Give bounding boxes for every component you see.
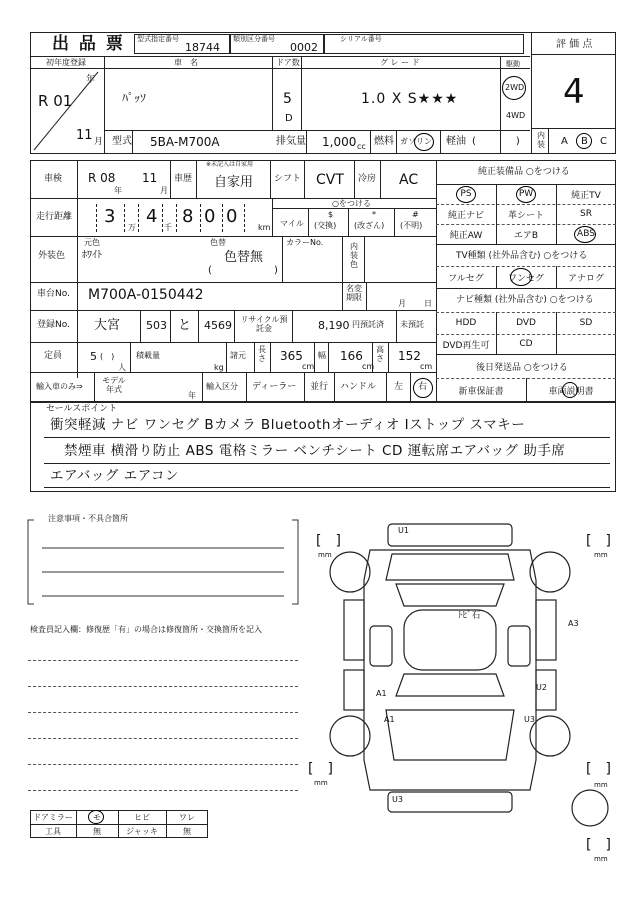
row1-header-line (30, 68, 530, 69)
equip-leather: 革シート (507, 210, 544, 221)
v-line (372, 342, 373, 372)
v-line (348, 208, 349, 236)
dvd-label: DVD再生可 (442, 340, 490, 351)
v-line (386, 372, 387, 402)
fuel-circle (414, 133, 434, 151)
v-line (140, 310, 141, 342)
drive-2wd: 2WD (505, 83, 525, 92)
first-reg-year-unit: 年 (86, 75, 96, 85)
mm-mid-right: mm (594, 781, 608, 789)
v-line (556, 312, 557, 354)
equip-pw: PW (518, 189, 534, 199)
v-line (496, 266, 497, 288)
v-line (272, 56, 273, 130)
first-reg-month-unit: 月 (94, 137, 104, 147)
tv-oneseg: ワンセグ (507, 273, 544, 284)
model-code-label: 型式指定番号 (137, 35, 179, 43)
width-unit: cm (362, 362, 375, 371)
label-col-divider (77, 160, 78, 378)
registration-office: 大宮 (94, 318, 121, 333)
mileage-u2: 千 (164, 223, 172, 232)
h-line (436, 288, 616, 289)
inspection-era: R 08 (88, 171, 116, 185)
mileage-label: 走行距離 (36, 212, 73, 222)
diagram-mark-tobiishi: ﾄﾋﾞ石 (458, 611, 481, 621)
mileage-d5: 0 (226, 206, 238, 227)
v-line (272, 198, 273, 236)
inspector-line-2 (28, 686, 298, 687)
cd-label: CD (519, 339, 533, 349)
equip-ps-circle (456, 186, 476, 203)
h-line (30, 236, 436, 237)
v-line (301, 56, 302, 130)
load-kg: kg (214, 363, 224, 372)
v-line (308, 208, 309, 236)
mm-mid-left: mm (314, 779, 328, 787)
length-value: 365 (280, 349, 303, 363)
car-diagram (300, 510, 620, 830)
class-code-label: 類別区分番号 (233, 35, 275, 43)
color-no-label: カラーNo. (286, 238, 324, 247)
h-line (30, 282, 436, 283)
v-line (354, 160, 355, 198)
length-label: 長さ (258, 345, 266, 363)
original-color-label: 元色 (84, 238, 100, 247)
v-line (244, 204, 245, 232)
mm-top-left: mm (318, 551, 332, 559)
jack-label: ジャッキ (126, 826, 158, 836)
mileage-d2: 4 (146, 206, 158, 227)
v-line (138, 204, 139, 232)
v-line (170, 310, 171, 342)
break-label: ワレ (179, 812, 195, 822)
equip-abs: ABS (577, 229, 595, 239)
displacement-label: 排気量 (276, 136, 306, 147)
v-line (306, 130, 307, 154)
shift-label: シフト (274, 174, 302, 184)
dims-label: 諸元 (230, 351, 246, 360)
exchange-symbol: $ (328, 210, 334, 219)
doors-label: ドア数 (276, 58, 300, 67)
v-line (304, 160, 305, 198)
v-line (104, 56, 105, 154)
sales-line-1: 衝突軽減 ナビ ワンセグ Bカメラ Bluetoothオーディオ Iストップ スマキー (50, 417, 526, 433)
name-change-day: 日 (424, 299, 432, 308)
registration-number: 4569 (204, 319, 232, 332)
repaint-value: 色替無 (224, 250, 264, 265)
displacement: 1,000 (322, 135, 357, 149)
original-color: ﾎﾜｲﾄ (82, 250, 102, 261)
repaint-paren-close: ) (274, 265, 278, 276)
registration-label: 登録No. (37, 320, 70, 330)
bracket-top-right: [ ] (586, 533, 611, 549)
mile-label: マイル (280, 219, 304, 228)
drive-4wd: 4WD (506, 111, 526, 120)
tool-value: 無 (93, 826, 101, 836)
equipment-title: 純正装備品 ○をつける (478, 167, 570, 177)
grade-value: 1.0 X S★★★ (361, 91, 459, 107)
exchange-label: (交換) (314, 221, 337, 230)
altered-label: (改ざん) (354, 221, 385, 230)
v-line (234, 310, 235, 342)
v-line (200, 204, 201, 232)
h-line (272, 208, 436, 209)
model-year-label: モデル年式 (102, 376, 126, 395)
navi-hdd: HDD (455, 318, 477, 328)
v-line (196, 160, 197, 198)
v-line (396, 310, 397, 342)
diagram-mark-u1: U1 (398, 526, 409, 535)
v-line (548, 128, 549, 154)
type-label: 型式 (112, 136, 132, 147)
handle-right: 右 (418, 382, 428, 392)
diagram-mark-u2: U2 (536, 683, 547, 692)
recycle-label: リサイクル預託金 (240, 315, 288, 333)
interior-b: B (581, 136, 588, 147)
mileage-u1: 万 (128, 223, 136, 232)
v-line (314, 342, 315, 372)
door-type: D (285, 113, 293, 124)
interior-label: 内装 (537, 131, 545, 149)
grade-label: グ レ ー ド (380, 58, 420, 67)
load-label: 積載量 (136, 351, 160, 360)
v-line (254, 342, 255, 372)
sales-rule-2 (44, 463, 610, 464)
history-value: 自家用 (214, 175, 254, 190)
diagram-mark-u3-a: U3 (524, 715, 535, 724)
fuel-value: ガソリン (400, 137, 432, 146)
v-line (556, 266, 557, 288)
inspector-line-6 (28, 790, 298, 791)
diagram-mark-a1-b: A1 (384, 715, 395, 724)
unknown-symbol: # (412, 210, 419, 219)
interior-top (531, 128, 616, 129)
inspector-line-4 (28, 738, 298, 739)
v-line (162, 204, 163, 232)
length-unit: cm (302, 362, 315, 371)
v-line (176, 204, 177, 232)
inspector-line-3 (28, 712, 298, 713)
import-label: 輸入車のみ⇒ (36, 382, 83, 391)
tv-oneseg-circle (510, 268, 532, 286)
v-line (440, 130, 441, 154)
manual-circle (562, 382, 578, 398)
inspector-line-5 (28, 764, 298, 765)
equip-tv: 純正TV (571, 190, 601, 201)
handle-label: ハンドル (340, 382, 377, 392)
mileage-attach-label: ○をつける (332, 199, 371, 208)
equip-navi: 純正ナビ (447, 210, 484, 221)
height-unit: cm (420, 362, 433, 371)
v-line (364, 236, 365, 282)
caution-label: 注意事項・不具合箇所 (48, 514, 128, 523)
diesel-label: 軽油 (446, 136, 466, 147)
bracket-bottom-right: [ ] (586, 837, 611, 853)
type-value: 5BA-M700A (150, 135, 220, 149)
interior-c: C (600, 136, 607, 147)
interior-color-label: 内装色 (350, 242, 358, 270)
v-line (380, 160, 381, 198)
h-line (30, 372, 436, 373)
sales-rule-1 (44, 437, 610, 438)
sales-line-3: エアバッグ エアコン (50, 468, 180, 484)
v-line (246, 372, 247, 402)
doors-count: 5 (283, 91, 292, 107)
tv-fullseg: フルセグ (448, 273, 484, 284)
car-name-label: 車 名 (174, 58, 198, 67)
v-line (394, 208, 395, 236)
recycle-paid: 円預託済 (352, 320, 384, 329)
equip-ps: PS (460, 189, 472, 199)
registration-kana: と (178, 318, 192, 333)
tv-analog: アナログ (567, 273, 604, 284)
equip-aw: 純正AW (449, 230, 483, 241)
sales-label: セールスポイント (46, 404, 118, 414)
v-line (96, 204, 97, 232)
repaint-label: 色替 (210, 238, 226, 247)
v-line (496, 184, 497, 244)
inspection-month-unit: 月 (160, 186, 168, 195)
capacity-value: 5 (90, 350, 97, 363)
inspection-label: 車検 (44, 174, 63, 184)
v-line (396, 130, 397, 154)
v-line (282, 236, 283, 282)
name-change-month: 月 (398, 299, 406, 308)
diesel-paren: ( ) (472, 136, 520, 147)
mirror-value: モ (93, 812, 101, 822)
capacity-person-unit: 人 (118, 363, 126, 372)
navi-dvd: DVD (516, 318, 536, 328)
capacity-paren: ( ) (100, 352, 115, 361)
v-line (342, 236, 343, 282)
rating-divider (531, 32, 532, 154)
import-dealer: ディーラー (252, 382, 297, 392)
warranty: 新車保証書 (458, 386, 504, 397)
chassis-value: M700A-0150442 (88, 287, 204, 303)
equip-airbag: エアB (513, 230, 539, 241)
first-reg-label: 初年度登録 (46, 58, 86, 67)
navi-sd: SD (579, 318, 593, 328)
inspection-year-unit: 年 (114, 186, 122, 195)
h-line (436, 354, 616, 355)
v-line (124, 204, 125, 232)
chassis-label: 車台No. (37, 289, 70, 299)
bracket-top-left: [ ] (316, 533, 341, 549)
v-line (292, 310, 293, 342)
v-line (328, 342, 329, 372)
v-line (410, 372, 411, 402)
caution-bracket (26, 514, 300, 608)
mileage-d3: 8 (182, 206, 194, 227)
navi-title: ナビ種類 (社外品含む) ○をつける (456, 295, 594, 305)
diagram-mark-a3: A3 (568, 619, 579, 628)
unknown-label: (不明) (400, 221, 423, 230)
v-line (132, 130, 133, 154)
mileage-d1: 3 (104, 206, 116, 227)
v-line (170, 160, 171, 198)
repaint-paren-open: ( (208, 265, 212, 276)
mileage-d4: 0 (204, 206, 216, 227)
h-line (30, 198, 436, 199)
h-line (30, 310, 436, 311)
mm-top-right: mm (594, 551, 608, 559)
crack-label: ヒビ (134, 812, 150, 822)
h-line (30, 342, 436, 343)
inspector-label: 検査員記入欄：修復歴「有」の場合は修復箇所・交換箇所を記入 (30, 625, 262, 634)
car-name: ﾊﾟｯｿ (122, 91, 147, 105)
v-line (342, 282, 343, 310)
rating-label: 評 価 点 (556, 39, 593, 50)
color-label: 外装色 (38, 251, 66, 261)
drive-label: 駆動 (506, 60, 520, 68)
handle-left: 左 (394, 382, 404, 392)
v-line (388, 342, 389, 372)
recycle-unpaid: 未預託 (400, 320, 424, 329)
interior-b-circle (576, 133, 592, 149)
class-code: 0002 (290, 41, 318, 54)
import-type-label: 輸入区分 (206, 382, 238, 391)
post-title: 後日発送品 ○をつける (476, 363, 568, 373)
v-line (130, 342, 131, 372)
bracket-mid-left: [ ] (308, 761, 333, 777)
interior-a: A (561, 136, 568, 147)
import-parallel: 並行 (310, 382, 329, 392)
jack-value: 無 (183, 826, 191, 836)
model-code: 18744 (185, 41, 220, 54)
v-line (270, 160, 271, 198)
row1-top-line (30, 56, 530, 57)
displacement-unit: cc (357, 142, 366, 151)
height-value: 152 (398, 349, 421, 363)
mm-bottom-right: mm (594, 855, 608, 863)
rating-value: 4 (563, 72, 585, 112)
rating-header-line (531, 54, 616, 55)
ac-value: AC (399, 172, 419, 188)
registration-class: 503 (146, 319, 167, 332)
v-line (334, 372, 335, 402)
equip-pw-circle (516, 186, 536, 203)
altered-symbol: * (372, 210, 376, 219)
manual: 車両説明書 (548, 386, 594, 397)
tool-label: 工具 (45, 826, 61, 836)
mirror-circle (88, 810, 104, 824)
inspector-line-1 (28, 660, 298, 661)
mirror-label: ドアミラー (33, 812, 73, 822)
serial-label: シリアル番号 (340, 35, 382, 43)
handle-right-circle (413, 378, 433, 398)
inspection-month: 11 (142, 171, 158, 185)
height-label: 高さ (376, 345, 384, 363)
mileage-unit: km (258, 223, 271, 232)
sales-rule-3 (44, 487, 610, 488)
first-reg-month: 11 (76, 128, 93, 143)
shift-value: CVT (316, 172, 344, 188)
capacity-label: 定員 (44, 351, 63, 361)
v-line (556, 184, 557, 244)
v-line (222, 204, 223, 232)
v-line (366, 282, 367, 310)
equip-abs-circle (574, 226, 596, 243)
v-line (370, 130, 371, 154)
v-line (226, 342, 227, 372)
h-line (436, 244, 616, 245)
v-line (202, 372, 203, 402)
name-change-label: 名変期限 (346, 284, 362, 302)
form-title: 出 品 票 (52, 34, 125, 54)
diagram-mark-u3-b: U3 (392, 795, 403, 804)
type-row-line (104, 130, 530, 131)
ac-label: 冷房 (358, 174, 377, 184)
first-reg-era: R 01 (38, 92, 73, 110)
v-line (270, 342, 271, 372)
v-line (94, 372, 95, 402)
width-value: 166 (340, 349, 363, 363)
history-label: 車歴 (174, 174, 193, 184)
recycle-amount: 8,190 (318, 319, 350, 332)
fuel-label: 燃料 (374, 136, 394, 147)
diagram-mark-a1-a: A1 (376, 689, 387, 698)
history-note: ※未記入は自家用 (206, 161, 254, 168)
equip-sr: SR (580, 209, 592, 219)
v-line (198, 310, 199, 342)
v-line (304, 372, 305, 402)
model-year-unit: 年 (188, 391, 196, 400)
tv-title: TV種類 (社外品含む) ○をつける (456, 251, 588, 261)
bracket-mid-right: [ ] (586, 761, 611, 777)
sales-line-2: 禁煙車 横滑り防止 ABS 電格ミラー ベンチシート CD 運転席エアバッグ 助手席 (64, 443, 566, 459)
width-label: 幅 (318, 351, 326, 360)
